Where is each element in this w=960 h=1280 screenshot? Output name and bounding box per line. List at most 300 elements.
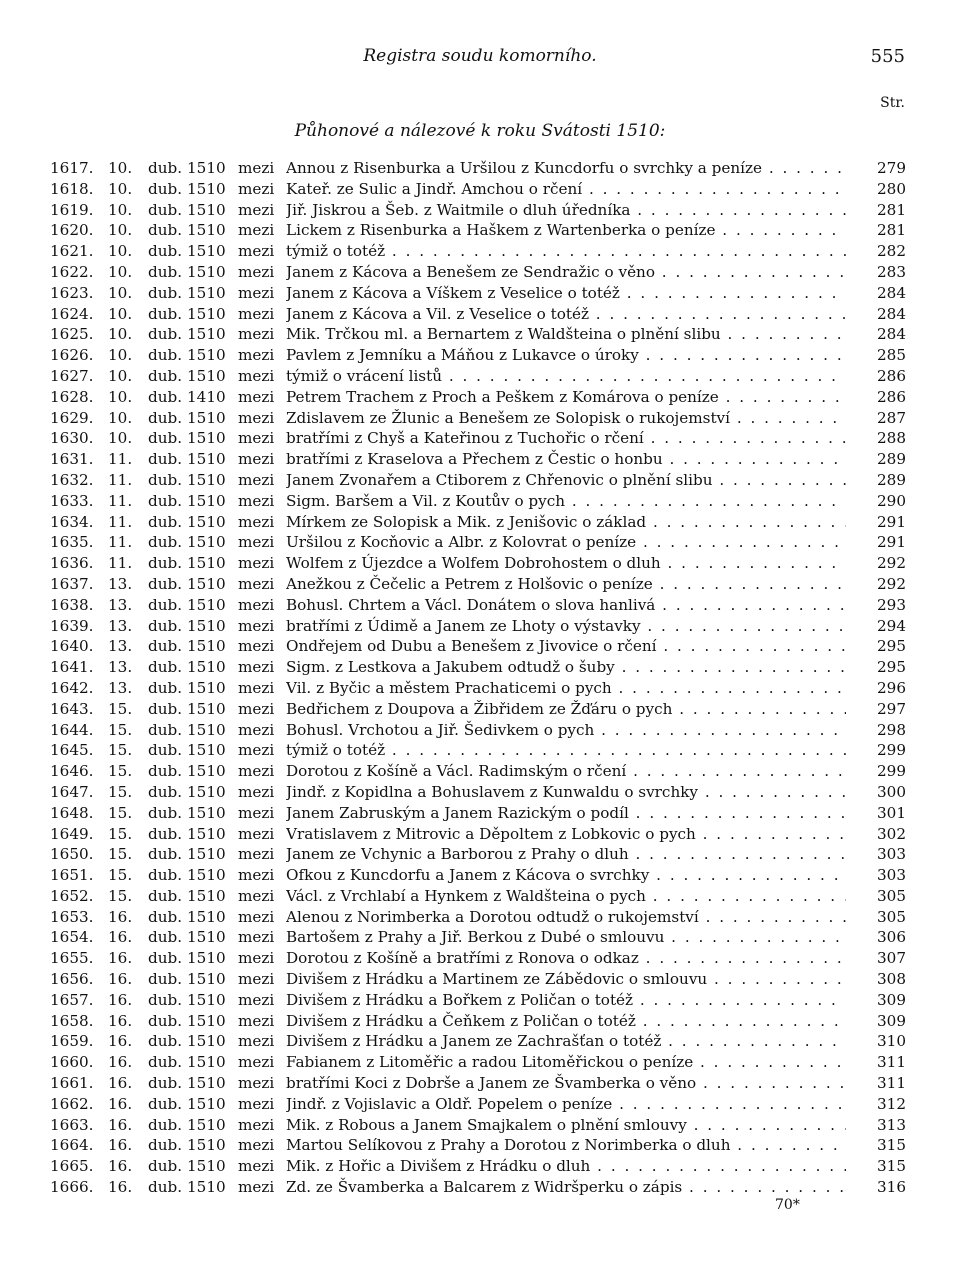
entry-description: Zdislavem ze Žlunic a Benešem ze Solopisk o rukojemství . . . [286, 408, 846, 429]
entry-page-ref: 308 [877, 970, 906, 989]
entry-description: bratřími z Údimě a Janem ze Lhoty o výstavky . . . [286, 616, 846, 637]
entry-description: Lickem z Risenburka a Haškem z Wartenberka o peníze . . . [286, 220, 846, 241]
entry-page-ref: 286 [877, 387, 906, 406]
entry-number: 1618. [50, 179, 94, 198]
entry-day: 16. [108, 1115, 133, 1134]
entry-day: 10. [108, 200, 133, 219]
entry-row [50, 1073, 910, 1094]
entry-month: dub. [148, 970, 183, 989]
entry-row [50, 969, 910, 990]
entry-mezi: mezi [238, 1115, 275, 1134]
entry-month: dub. [148, 179, 183, 198]
signature-mark: 70* [775, 1197, 800, 1213]
entry-page-ref: 307 [877, 949, 906, 968]
entry-row [50, 553, 910, 574]
entry-day: 13. [108, 574, 133, 593]
entry-page-ref: 289 [877, 450, 906, 469]
entry-page-ref: 309 [877, 990, 906, 1009]
entry-row [50, 366, 910, 387]
entry-mezi: mezi [238, 387, 275, 406]
entry-day: 16. [108, 1032, 133, 1051]
entry-description: Janem z Kácova a Vil. z Veselice o totéž . . . [286, 304, 846, 325]
entry-year: 1510 [187, 304, 226, 323]
entry-number: 1627. [50, 366, 94, 385]
entry-mezi: mezi [238, 678, 275, 697]
entry-mezi: mezi [238, 845, 275, 864]
entry-mezi: mezi [238, 429, 275, 448]
entry-year: 1510 [187, 616, 226, 635]
entry-page-ref: 281 [877, 221, 906, 240]
entry-day: 15. [108, 762, 133, 781]
entry-year: 1510 [187, 990, 226, 1009]
entry-day: 10. [108, 387, 133, 406]
entry-day: 16. [108, 928, 133, 947]
entry-year: 1510 [187, 262, 226, 281]
entry-day: 16. [108, 907, 133, 926]
entry-page-ref: 283 [877, 262, 906, 281]
entry-number: 1660. [50, 1053, 94, 1072]
entry-mezi: mezi [238, 179, 275, 198]
entry-day: 10. [108, 346, 133, 365]
entry-number: 1634. [50, 512, 94, 531]
entry-description: Uršilou z Kocňovic a Albr. z Kolovrat o peníze . . . [286, 532, 846, 553]
entry-page-ref: 305 [877, 886, 906, 905]
entry-row [50, 948, 910, 969]
entry-description: Sigm. z Lestkova a Jakubem odtudž o šuby . . . [286, 657, 846, 678]
entry-row [50, 574, 910, 595]
entry-day: 15. [108, 866, 133, 885]
entry-page-ref: 295 [877, 637, 906, 656]
entry-number: 1657. [50, 990, 94, 1009]
entry-day: 13. [108, 637, 133, 656]
entry-row [50, 220, 910, 241]
entry-year: 1510 [187, 1157, 226, 1176]
entry-year: 1510 [187, 242, 226, 261]
entry-month: dub. [148, 762, 183, 781]
entry-page-ref: 315 [877, 1136, 906, 1155]
entry-page-ref: 312 [877, 1094, 906, 1113]
entry-month: dub. [148, 366, 183, 385]
entry-day: 16. [108, 1074, 133, 1093]
entry-day: 13. [108, 595, 133, 614]
entry-mezi: mezi [238, 574, 275, 593]
section-title: Půhonové a nálezové k roku Svátosti 1510: [294, 121, 666, 141]
entry-year: 1510 [187, 970, 226, 989]
entry-day: 10. [108, 408, 133, 427]
entry-description: Divišem z Hrádku a Martinem ze Zábědovic o smlouvu . . . [286, 969, 846, 990]
entry-mezi: mezi [238, 595, 275, 614]
entry-year: 1510 [187, 346, 226, 365]
entry-page-ref: 286 [877, 366, 906, 385]
entry-row [50, 408, 910, 429]
entry-day: 10. [108, 366, 133, 385]
entry-month: dub. [148, 928, 183, 947]
entry-description: Mik. z Robous a Janem Smajkalem o plnění smlouvy . . . [286, 1115, 846, 1136]
entry-day: 11. [108, 450, 133, 469]
entry-number: 1628. [50, 387, 94, 406]
entry-page-ref: 298 [877, 720, 906, 739]
entry-month: dub. [148, 990, 183, 1009]
entry-mezi: mezi [238, 512, 275, 531]
entry-year: 1510 [187, 637, 226, 656]
entry-number: 1619. [50, 200, 94, 219]
entry-month: dub. [148, 325, 183, 344]
entry-row [50, 782, 910, 803]
entry-number: 1632. [50, 470, 94, 489]
entry-number: 1623. [50, 283, 94, 302]
entry-description: Zd. ze Švamberka a Balcarem z Widršperku o zápis . . . [286, 1177, 846, 1198]
entry-row [50, 262, 910, 283]
page-number: 555 [870, 46, 905, 67]
entry-month: dub. [148, 1178, 183, 1197]
entry-year: 1510 [187, 159, 226, 177]
entry-row [50, 304, 910, 325]
entry-number: 1621. [50, 242, 94, 261]
entry-mezi: mezi [238, 200, 275, 219]
entry-description: Jindř. z Vojislavic a Oldř. Popelem o peníze . . . [286, 1094, 846, 1115]
entry-mezi: mezi [238, 262, 275, 281]
entry-page-ref: 303 [877, 866, 906, 885]
entry-mezi: mezi [238, 1136, 275, 1155]
entry-day: 11. [108, 533, 133, 552]
entry-description: Václ. z Vrchlabí a Hynkem z Waldšteina o pych . . . [286, 886, 846, 907]
entry-year: 1510 [187, 1115, 226, 1134]
entry-row [50, 449, 910, 470]
entry-page-ref: 289 [877, 470, 906, 489]
entry-mezi: mezi [238, 949, 275, 968]
entry-number: 1663. [50, 1115, 94, 1134]
entry-row [50, 720, 910, 741]
entry-description: Bohusl. Vrchotou a Jiř. Šedivkem o pych . . . [286, 720, 846, 741]
entry-number: 1645. [50, 741, 94, 760]
entry-day: 15. [108, 699, 133, 718]
entry-mezi: mezi [238, 907, 275, 926]
entry-day: 11. [108, 554, 133, 573]
entry-page-ref: 297 [877, 699, 906, 718]
entry-month: dub. [148, 658, 183, 677]
entry-day: 16. [108, 1011, 133, 1030]
entry-year: 1510 [187, 928, 226, 947]
entry-page-ref: 288 [877, 429, 906, 448]
entry-page-ref: 302 [877, 824, 906, 843]
entry-page-ref: 284 [877, 283, 906, 302]
entry-month: dub. [148, 491, 183, 510]
entry-row [50, 158, 910, 179]
entry-description: Vil. z Byčic a městem Prachaticemi o pych . . . [286, 678, 846, 699]
entry-row [50, 678, 910, 699]
entry-month: dub. [148, 533, 183, 552]
entry-page-ref: 306 [877, 928, 906, 947]
entry-number: 1665. [50, 1157, 94, 1176]
entry-day: 11. [108, 491, 133, 510]
entry-mezi: mezi [238, 866, 275, 885]
entry-month: dub. [148, 616, 183, 635]
entry-description: týmiž o vrácení listů . . . [286, 366, 846, 387]
entry-row [50, 512, 910, 533]
entry-row [50, 1135, 910, 1156]
entry-number: 1649. [50, 824, 94, 843]
entry-number: 1643. [50, 699, 94, 718]
entry-number: 1666. [50, 1178, 94, 1197]
entry-row [50, 532, 910, 553]
entry-description: Mírkem ze Solopisk a Mik. z Jenišovic o základ . . . [286, 512, 846, 533]
entry-description: Janem Zabruským a Janem Razickým o podíl . . . [286, 803, 846, 824]
entry-number: 1639. [50, 616, 94, 635]
entry-mezi: mezi [238, 325, 275, 344]
entry-month: dub. [148, 678, 183, 697]
entry-month: dub. [148, 1094, 183, 1113]
entry-row [50, 324, 910, 345]
entry-mezi: mezi [238, 242, 275, 261]
entry-page-ref: 311 [877, 1074, 906, 1093]
entry-year: 1510 [187, 491, 226, 510]
entry-year: 1510 [187, 782, 226, 801]
entry-mezi: mezi [238, 782, 275, 801]
entry-row [50, 1052, 910, 1073]
entry-number: 1656. [50, 970, 94, 989]
entry-year: 1510 [187, 574, 226, 593]
entry-page-ref: 305 [877, 907, 906, 926]
entry-number: 1617. [50, 159, 94, 177]
entry-page-ref: 300 [877, 782, 906, 801]
entry-description: Dorotou z Košíně a bratřími z Ronova o odkaz . . . [286, 948, 846, 969]
entry-row [50, 824, 910, 845]
entry-month: dub. [148, 283, 183, 302]
entry-description: Alenou z Norimberka a Dorotou odtudž o rukojemství . . . [286, 907, 846, 928]
entry-row [50, 699, 910, 720]
entry-day: 13. [108, 658, 133, 677]
entry-day: 10. [108, 221, 133, 240]
entry-description: Annou z Risenburka a Uršilou z Kuncdorfu o svrchky a peníze . . . [286, 158, 846, 179]
entry-year: 1510 [187, 1011, 226, 1030]
entry-year: 1510 [187, 325, 226, 344]
entry-number: 1655. [50, 949, 94, 968]
entry-description: Janem z Kácova a Benešem ze Sendražic o věno . . . [286, 262, 846, 283]
entry-description: týmiž o totéž . . . [286, 740, 846, 761]
entry-description: Janem z Kácova a Víškem z Veselice o totéž . . . [286, 283, 846, 304]
entry-row [50, 1031, 910, 1052]
entry-description: Anežkou z Čečelic a Petrem z Holšovic o peníze . . . [286, 574, 846, 595]
entry-month: dub. [148, 429, 183, 448]
entry-description: Divišem z Hrádku a Čeňkem z Poličan o totéž . . . [286, 1011, 846, 1032]
entry-day: 16. [108, 1094, 133, 1113]
entry-row [50, 470, 910, 491]
entry-day: 10. [108, 283, 133, 302]
entry-description: Janem ze Vchynic a Barborou z Prahy o dluh . . . [286, 844, 846, 865]
entry-month: dub. [148, 907, 183, 926]
entry-mezi: mezi [238, 1032, 275, 1051]
entry-number: 1653. [50, 907, 94, 926]
entry-mezi: mezi [238, 408, 275, 427]
entry-number: 1642. [50, 678, 94, 697]
entry-description: Bartošem z Prahy a Jiř. Berkou z Dubé o smlouvu . . . [286, 927, 846, 948]
entry-day: 10. [108, 262, 133, 281]
entry-row [50, 927, 910, 948]
entry-description: Jiř. Jiskrou a Šeb. z Waitmile o dluh úředníka . . . [286, 200, 846, 221]
entry-month: dub. [148, 824, 183, 843]
entry-description: Wolfem z Újezdce a Wolfem Dobrohostem o dluh . . . [286, 553, 846, 574]
entry-year: 1510 [187, 845, 226, 864]
entry-page-ref: 284 [877, 325, 906, 344]
entry-year: 1510 [187, 803, 226, 822]
entry-year: 1510 [187, 907, 226, 926]
entry-day: 10. [108, 304, 133, 323]
entry-day: 16. [108, 970, 133, 989]
entry-description: Pavlem z Jemníku a Máňou z Lukavce o úroky . . . [286, 345, 846, 366]
entry-row [50, 428, 910, 449]
entry-month: dub. [148, 595, 183, 614]
entry-row [50, 636, 910, 657]
entry-year: 1510 [187, 866, 226, 885]
entry-mezi: mezi [238, 554, 275, 573]
entry-mezi: mezi [238, 741, 275, 760]
entry-number: 1641. [50, 658, 94, 677]
entry-page-ref: 299 [877, 741, 906, 760]
entry-page-ref: 301 [877, 803, 906, 822]
entry-mezi: mezi [238, 616, 275, 635]
entry-description: Kateř. ze Sulic a Jindř. Amchou o rčení . . . [286, 179, 846, 200]
entry-mezi: mezi [238, 491, 275, 510]
entry-day: 15. [108, 741, 133, 760]
entry-day: 16. [108, 1136, 133, 1155]
entry-number: 1650. [50, 845, 94, 864]
entry-row [50, 491, 910, 512]
entry-number: 1661. [50, 1074, 94, 1093]
entry-page-ref: 292 [877, 554, 906, 573]
entry-year: 1510 [187, 283, 226, 302]
entry-page-ref: 284 [877, 304, 906, 323]
entry-description: Mik. Trčkou ml. a Bernartem z Waldšteina o plnění slibu . . . [286, 324, 846, 345]
entry-month: dub. [148, 782, 183, 801]
entry-row [50, 907, 910, 928]
entry-day: 10. [108, 242, 133, 261]
entry-mezi: mezi [238, 990, 275, 1009]
entry-description: bratřími z Chyš a Kateřinou z Tuchořic o rčení . . . [286, 428, 846, 449]
entry-month: dub. [148, 387, 183, 406]
entry-row [50, 1115, 910, 1136]
entry-mezi: mezi [238, 346, 275, 365]
entry-page-ref: 293 [877, 595, 906, 614]
entry-month: dub. [148, 699, 183, 718]
entry-row [50, 387, 910, 408]
entry-year: 1510 [187, 762, 226, 781]
entry-day: 15. [108, 782, 133, 801]
entry-number: 1647. [50, 782, 94, 801]
entry-month: dub. [148, 304, 183, 323]
entry-description: Sigm. Baršem a Vil. z Koutův o pych . . . [286, 491, 846, 512]
entry-month: dub. [148, 200, 183, 219]
entry-page-ref: 311 [877, 1053, 906, 1072]
entry-day: 16. [108, 990, 133, 1009]
entry-number: 1659. [50, 1032, 94, 1051]
entry-row [50, 740, 910, 761]
entry-day: 10. [108, 179, 133, 198]
entry-year: 1510 [187, 221, 226, 240]
entry-year: 1510 [187, 470, 226, 489]
entry-mezi: mezi [238, 699, 275, 718]
entry-page-ref: 287 [877, 408, 906, 427]
entry-description: bratřími Koci z Dobrše a Janem ze Švamberka o věno . . . [286, 1073, 846, 1094]
entry-number: 1654. [50, 928, 94, 947]
entry-number: 1648. [50, 803, 94, 822]
entry-year: 1510 [187, 824, 226, 843]
entry-day: 15. [108, 720, 133, 739]
entry-mezi: mezi [238, 366, 275, 385]
entry-description: Bohusl. Chrtem a Václ. Donátem o slova hanlivá . . . [286, 595, 846, 616]
entry-month: dub. [148, 470, 183, 489]
entry-page-ref: 299 [877, 762, 906, 781]
entry-row [50, 179, 910, 200]
entry-month: dub. [148, 1157, 183, 1176]
entry-page-ref: 309 [877, 1011, 906, 1030]
entry-year: 1510 [187, 720, 226, 739]
entry-row [50, 616, 910, 637]
entry-description: Jindř. z Kopidlna a Bohuslavem z Kunwaldu o svrchky . . . [286, 782, 846, 803]
entry-number: 1651. [50, 866, 94, 885]
entry-number: 1626. [50, 346, 94, 365]
entry-day: 15. [108, 845, 133, 864]
entry-row [50, 803, 910, 824]
entry-mezi: mezi [238, 450, 275, 469]
entry-day: 10. [108, 325, 133, 344]
entry-day: 15. [108, 803, 133, 822]
entry-page-ref: 295 [877, 658, 906, 677]
entry-month: dub. [148, 159, 183, 177]
entry-year: 1510 [187, 450, 226, 469]
entry-year: 1510 [187, 1053, 226, 1072]
entry-mezi: mezi [238, 658, 275, 677]
entry-page-ref: 315 [877, 1157, 906, 1176]
entry-month: dub. [148, 1115, 183, 1134]
entry-year: 1510 [187, 1178, 226, 1197]
entry-day: 13. [108, 678, 133, 697]
entry-description: Fabianem z Litoměřic a radou Litoměřickou o peníze . . . [286, 1052, 846, 1073]
entry-number: 1624. [50, 304, 94, 323]
entry-page-ref: 282 [877, 242, 906, 261]
entry-month: dub. [148, 741, 183, 760]
entry-mezi: mezi [238, 970, 275, 989]
entry-row [50, 761, 910, 782]
entry-month: dub. [148, 720, 183, 739]
entry-mezi: mezi [238, 533, 275, 552]
entry-page-ref: 313 [877, 1115, 906, 1134]
entry-year: 1510 [187, 699, 226, 718]
entry-mezi: mezi [238, 221, 275, 240]
entry-description: Bedřichem z Doupova a Žibřidem ze Žďáru o pych . . . [286, 699, 846, 720]
entry-month: dub. [148, 1032, 183, 1051]
entry-description: týmiž o totéž . . . [286, 241, 846, 262]
entry-page-ref: 296 [877, 678, 906, 697]
entry-month: dub. [148, 1011, 183, 1030]
entry-mezi: mezi [238, 159, 275, 177]
entry-year: 1510 [187, 408, 226, 427]
entry-year: 1510 [187, 595, 226, 614]
entry-page-ref: 285 [877, 346, 906, 365]
entry-description: Janem Zvonařem a Ctiborem z Chřenovic o plnění slibu . . . [286, 470, 846, 491]
entry-day: 10. [108, 159, 133, 177]
entry-row [50, 886, 910, 907]
entry-description: Ondřejem od Dubu a Benešem z Jivovice o rčení . . . [286, 636, 846, 657]
entry-month: dub. [148, 346, 183, 365]
entry-number: 1622. [50, 262, 94, 281]
entry-description: Dorotou z Košíně a Václ. Radimským o rčení . . . [286, 761, 846, 782]
entry-month: dub. [148, 408, 183, 427]
entry-number: 1638. [50, 595, 94, 614]
entry-number: 1644. [50, 720, 94, 739]
entry-month: dub. [148, 574, 183, 593]
entry-page-ref: 280 [877, 179, 906, 198]
entry-page-ref: 281 [877, 200, 906, 219]
